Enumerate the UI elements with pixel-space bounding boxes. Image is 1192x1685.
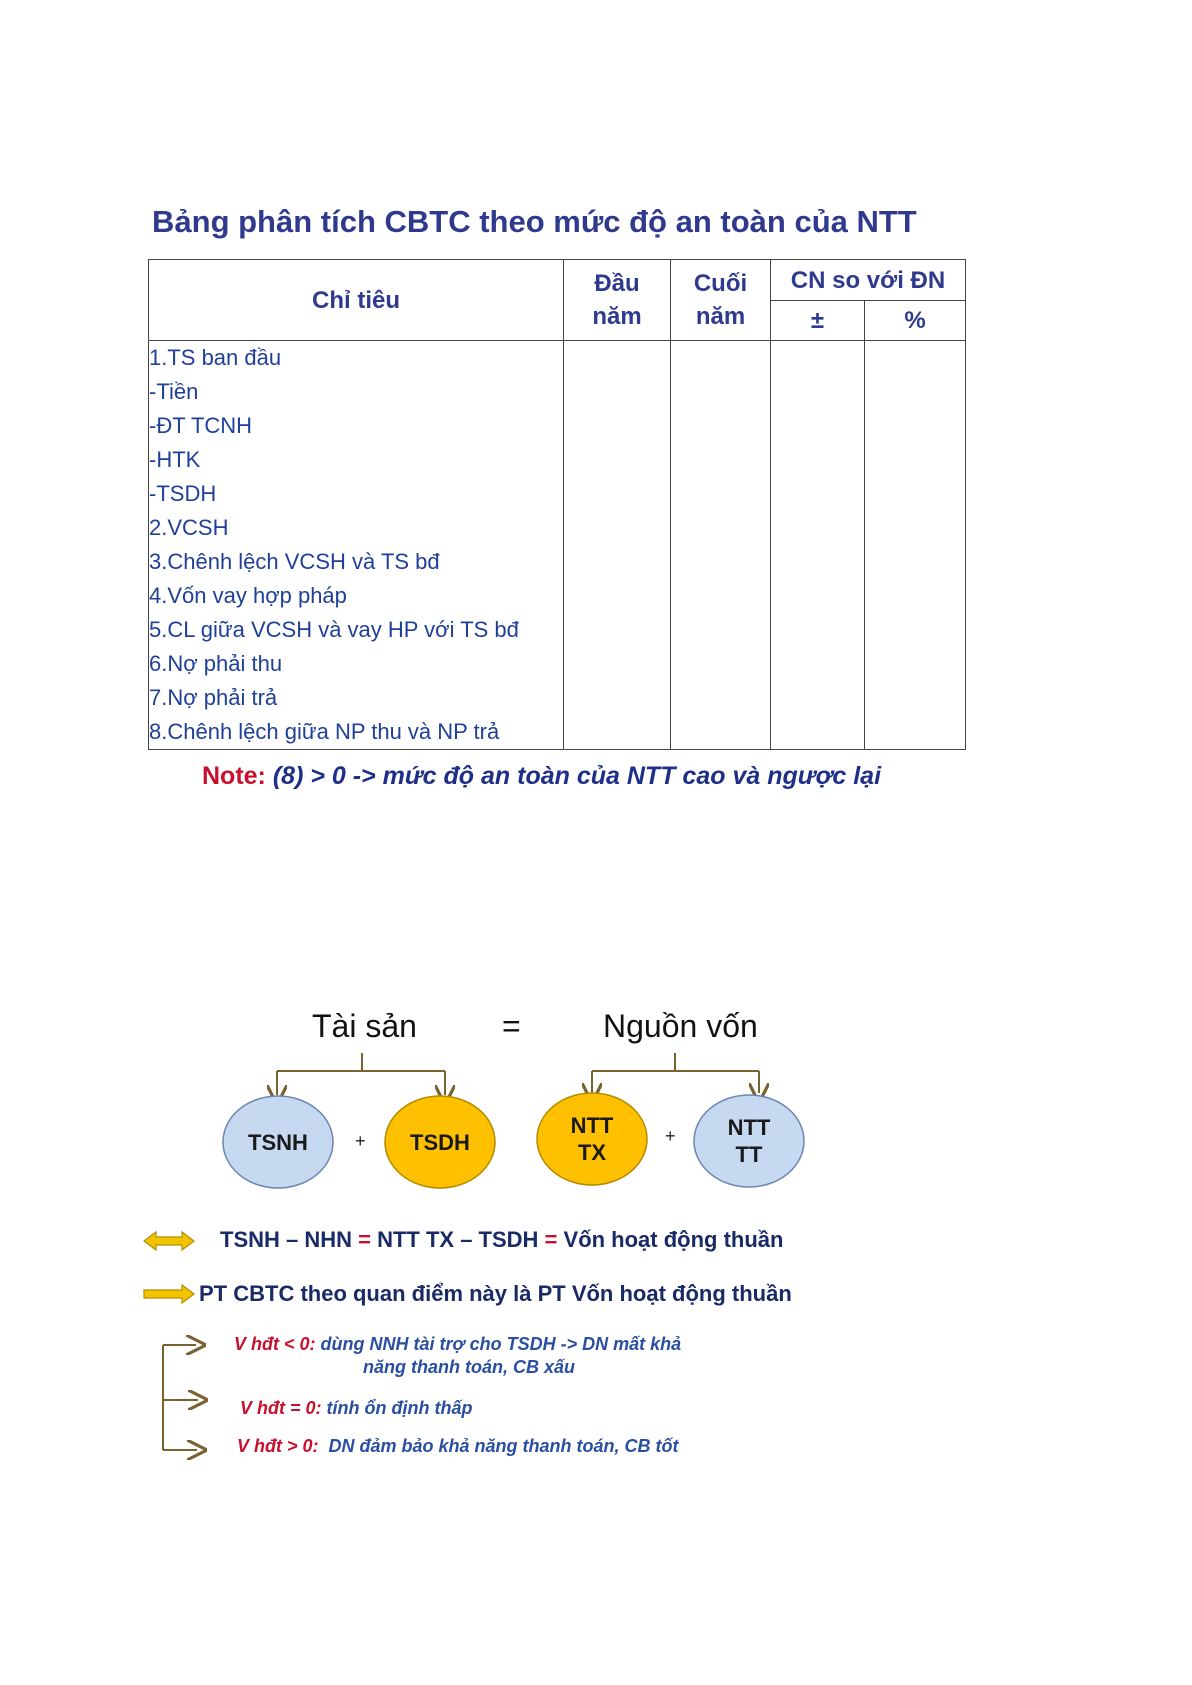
case-positive-text: DN đảm bảo khả năng thanh toán, CB tốt (318, 1436, 679, 1456)
ntt-tx-label (537, 1112, 647, 1166)
double-arrow-icon (144, 1232, 194, 1250)
ntt-tx-line2: TX (577, 1140, 607, 1165)
table-row: -ĐT TCNH (149, 413, 253, 438)
header-cuoi-nam-line1: Cuối (693, 270, 748, 297)
note-text: (8) > 0 -> mức độ an toàn của NTT cao và ngược lại (265, 762, 882, 790)
equation-eq2: = (544, 1227, 558, 1252)
case-negative (234, 1334, 681, 1355)
case-positive (237, 1436, 679, 1457)
case-negative-text: dùng NNH tài trợ cho TSDH -> DN mất khả (315, 1334, 682, 1354)
header-cn-so-voi-dn: CN so với ĐN (771, 260, 966, 301)
tai-san-bracket (277, 1053, 445, 1071)
table-row: -TSDH (149, 481, 217, 506)
case-positive-cond: V hđt > 0: (237, 1436, 319, 1456)
header-cuoi-nam-line2: năm (695, 303, 746, 330)
nguon-von-label: Nguồn vốn (603, 1008, 758, 1044)
equation-part2: NTT TX – TSDH (370, 1227, 545, 1252)
ntt-tt-line2: TT (735, 1142, 763, 1167)
case-negative-cond: V hđt < 0: (234, 1334, 316, 1354)
table-row: -HTK (149, 447, 201, 472)
table-row: 8.Chênh lệch giữa NP thu và NP trả (149, 719, 500, 744)
table-row: 1.TS ban đầu (149, 345, 282, 370)
table-row: 5.CL giữa VCSH và vay HP với TS bđ (149, 617, 519, 642)
equation-eq1: = (358, 1227, 371, 1252)
equals-sign: = (502, 1008, 521, 1044)
note-label: Note: (202, 762, 266, 790)
pt-line: PT CBTC theo quan điểm này là PT Vốn hoạt động thuần (199, 1281, 792, 1306)
table-row: 2.VCSH (149, 515, 229, 540)
case-zero-text: tính ổn định thấp (321, 1398, 473, 1418)
nguon-von-bracket (592, 1053, 759, 1071)
case-zero-cond: V hđt = 0: (240, 1398, 322, 1418)
ntt-tt-line1: NTT (727, 1115, 771, 1140)
tsnh-label: TSNH (248, 1130, 308, 1155)
header-dau-nam-line2: năm (592, 303, 642, 330)
plus-sign-right: + (665, 1126, 676, 1146)
tsdh-label: TSDH (410, 1130, 470, 1155)
equation-part3: Vốn hoạt động thuần (557, 1227, 784, 1252)
ntt-tx-line1: NTT (570, 1113, 614, 1138)
equation-part1: TSNH – NHN (220, 1227, 359, 1252)
tai-san-label: Tài sản (312, 1008, 417, 1044)
ntt-tt-label (694, 1114, 804, 1168)
case-negative-line2: năng thanh toán, CB xấu (363, 1357, 576, 1377)
plus-sign-left: + (355, 1131, 366, 1151)
right-arrow-icon (144, 1285, 194, 1303)
header-dau-nam-line1: Đầu (594, 270, 640, 297)
header-chi-tieu: Chỉ tiêu (149, 260, 564, 341)
header-percent: % (865, 301, 966, 341)
table-row: -Tiền (149, 379, 199, 404)
page-title: Bảng phân tích CBTC theo mức độ an toàn của NTT (152, 204, 917, 239)
table-row: 6.Nợ phải thu (149, 651, 283, 676)
table-row: 4.Vốn vay hợp pháp (149, 583, 347, 608)
case-zero (240, 1398, 472, 1419)
table-row: 7.Nợ phải trả (149, 685, 278, 710)
table-row: 3.Chênh lệch VCSH và TS bđ (149, 549, 440, 574)
equation-line (220, 1227, 783, 1253)
header-plus-minus: ± (771, 301, 865, 341)
